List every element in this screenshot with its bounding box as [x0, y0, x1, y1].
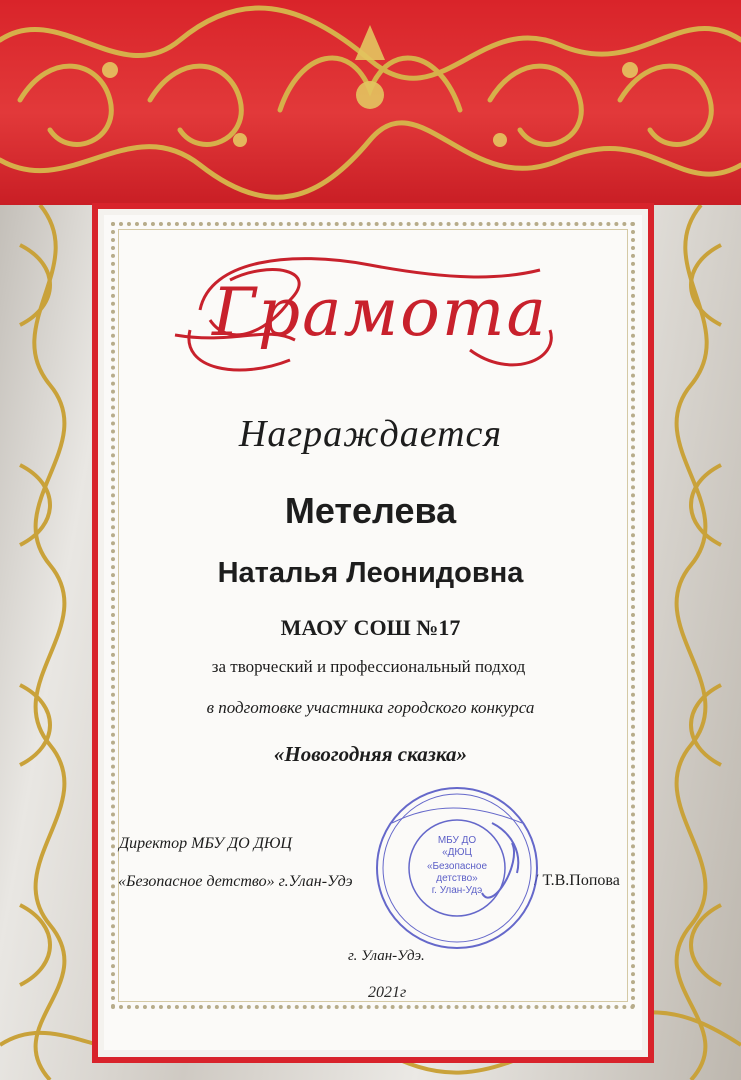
director-position-line1: Директор МБУ ДО ДЮЦ — [119, 835, 292, 852]
director-name: / Т.В.Попова — [534, 872, 620, 889]
stamp-line-2: «ДЮЦ — [442, 847, 472, 858]
recipient-surname: Метелева — [284, 490, 457, 531]
right-gold-ornament-border — [645, 205, 741, 1080]
award-reason: за творческий и профессиональный подход — [211, 657, 526, 676]
title-calligraphy — [170, 240, 570, 390]
left-gold-ornament-border — [0, 205, 96, 1080]
director-position-line2: «Безопасное детство» г.Улан-Удэ — [118, 873, 353, 890]
gold-floral-ornament — [0, 0, 741, 205]
awarded-heading: Награждается — [238, 413, 503, 455]
stamp-line-1: МБУ ДО — [437, 835, 477, 846]
stamp-line-3: «Безопасное — [426, 861, 488, 872]
recipient-names: Наталья Леонидовна — [217, 557, 524, 589]
red-ornament-banner — [0, 0, 741, 205]
page-title: Грамота — [212, 274, 548, 351]
stamp-line-5: г. Улан-Удэ — [431, 885, 483, 896]
official-stamp — [372, 783, 542, 958]
contest-name: «Новогодняя сказка» — [273, 742, 468, 766]
year: 2021г — [368, 984, 407, 1001]
stamp-line-4: детство» — [436, 873, 478, 884]
school-name: МАОУ СОШ №17 — [280, 615, 461, 640]
award-preparation: в подготовке участника городского конкурса — [206, 698, 535, 717]
city-name: г. Улан-Удэ. — [348, 948, 425, 964]
